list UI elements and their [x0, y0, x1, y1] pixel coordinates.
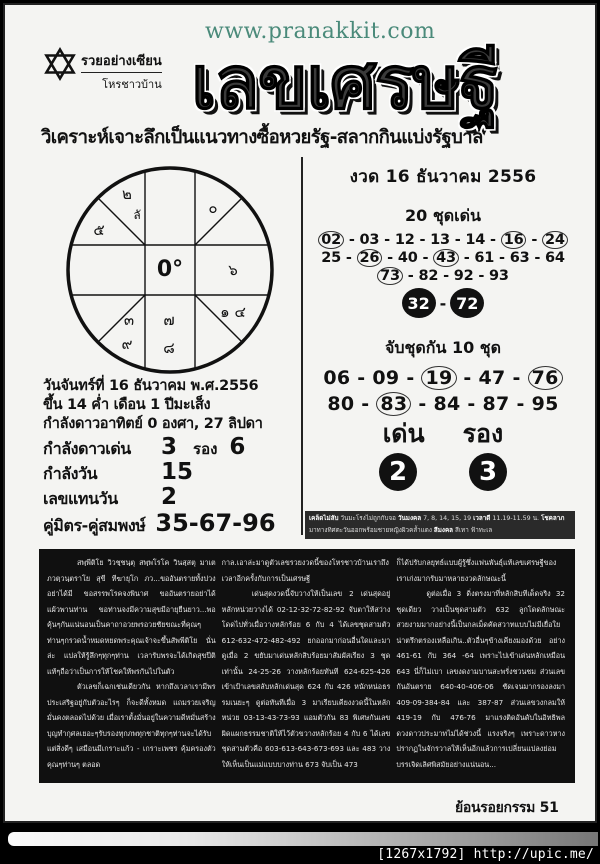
star-power-row	[43, 434, 301, 459]
dash-separator: -	[399, 367, 422, 389]
tip-label: วันมงคล	[397, 515, 422, 522]
number: 13	[430, 232, 450, 248]
dash-separator: -	[344, 232, 360, 248]
sets-title: 20 ชุดเด่น	[405, 206, 481, 225]
lead-labels	[309, 419, 577, 449]
article-paragraph: ดูต่อเมื่อ 3 ดิ่งตรงมาที่หลักสิบทีเด็ดจริง 32 ชุดเดียว วางเป็นชุดสามตัว 632 ลูกโดดลักษณะสวยงามมากอย่างนี้เป็นกลเม็ดคัดสวาทแบบไม่มีเยื่อใยน่าตรึกตรองเหลือเกิน..ตัวอื่นๆข้างเคียงมองด้วย อย่าง 461-61 กับ 364 -64 เพราะไปเข้าเด่นหลักเหมือน 643 นี่ก็ไม่เบา เลขงดงามบานสะพรั่งชวนชม ส่วนเลขกันอันตราย 640-40-406-06 ชัดเจนมากรองลงมา 409-09-384-84 และ 387-87 ส่วนเลขวงกลมให้ 419-19 กับ 476-76 มาแรงติดอันดับในอิทธิพลดวงดาวประมาทไม่ได้ช่วงนี้ แรงจริงๆ เพราะดาวหางปรากฏในจักรวาลให้เห็นอีกแล้วการเปลี่ยนแปลงย่อมบรรเจิดเลิศพิสมัยอย่างแน่นอน...	[396, 589, 566, 769]
dash-separator: -	[402, 268, 419, 284]
dash-separator: -	[341, 250, 357, 266]
circled-number: 19	[421, 366, 456, 390]
page-edge-shadow	[8, 832, 598, 846]
day-number-row	[43, 484, 301, 509]
tip-text: 7, 8, 14, 15, 19	[421, 515, 474, 522]
number-row	[309, 249, 577, 267]
number: 64	[545, 250, 565, 266]
dash-separator: -	[354, 393, 377, 415]
lead-label: เด่น	[382, 419, 425, 448]
tip-label: เวลาดี	[473, 515, 491, 522]
circled-number: 16	[501, 231, 527, 249]
chart-center-degree: 0°	[156, 257, 184, 282]
house-cell: ๐	[208, 199, 218, 217]
lucky-tips-box	[305, 511, 575, 539]
dash-separator: -	[526, 232, 542, 248]
second-number: 3	[469, 453, 507, 491]
number: 09	[372, 367, 400, 389]
dash-separator: -	[438, 268, 454, 284]
dash-separator: -	[439, 293, 447, 313]
house-cell: ๒	[122, 185, 132, 203]
circled-number: 43	[433, 249, 459, 267]
image-caption[interactable]: [1267x1792] http://upic.me/	[377, 847, 594, 862]
house-cell: ๕	[93, 221, 105, 239]
lead-number: 2	[379, 453, 417, 491]
dash-separator: -	[379, 232, 395, 248]
lunar-line: ขึ้น 14 ค่ำ เดือน 1 ปีมะเส็ง	[43, 397, 211, 413]
tip-text: สีเทา ฟ้าทะเล	[453, 527, 493, 534]
masthead-title: เลขเศรษฐี	[191, 40, 498, 126]
number: 47	[478, 367, 506, 389]
dash-separator: -	[509, 393, 532, 415]
circled-number: 02	[318, 231, 344, 249]
circled-number: 83	[376, 392, 411, 416]
dash-separator: -	[382, 250, 398, 266]
star-of-david-icon	[43, 47, 77, 81]
sets-number-list	[309, 231, 577, 285]
star-power-sub-label: รอง	[193, 440, 218, 458]
number: 92	[453, 268, 474, 284]
pairs-value: 35-67-96	[155, 509, 276, 537]
number: 87	[482, 393, 510, 415]
circled-number: 26	[357, 249, 383, 267]
dash-separator: -	[414, 232, 431, 248]
dash-separator: -	[505, 367, 528, 389]
pairs-title: จับชุดกัน 10 ชุด	[384, 338, 502, 357]
article-paragraph: ก็ได้ปรับกลยุทธ์แบบผู้รู้ซึ่งแฟนพันธุ์แท้เลขเศรษฐีของเราเก่งมากรับมาหลายงวดลักษณะนี้	[396, 558, 557, 583]
dash-separator: -	[473, 268, 490, 284]
sun-power-line: กำลังดาวอาทิตย์ 0 องศา, 27 ลิปดา	[43, 416, 263, 432]
dash-separator: -	[449, 232, 466, 248]
day-number-label: เลขแทนวัน	[43, 489, 118, 508]
house-cell: ๑ ๔	[220, 303, 246, 321]
website-url[interactable]: www.pranakkit.com	[205, 19, 436, 44]
lead-balls	[309, 453, 577, 491]
horoscope-chart	[65, 165, 275, 375]
highlight-pair	[309, 288, 577, 318]
dash-separator: -	[456, 367, 479, 389]
pairs-row	[43, 509, 301, 537]
brand-subtitle: โหรชาวบ้าน	[102, 78, 162, 91]
house-cell: ลั	[133, 208, 141, 222]
tip-text: มาทางทิศตะวันออกพร้อมชายหญิงผิวคล้ำแดง	[309, 527, 434, 534]
tip-label: โชคลาภ	[541, 515, 565, 522]
dash-separator: -	[529, 250, 545, 266]
article-column-1	[47, 555, 222, 783]
house-cell: ๙	[121, 335, 133, 353]
day-number-value: 2	[161, 484, 178, 510]
day-power-value: 15	[161, 459, 194, 485]
number: 40	[397, 250, 418, 266]
day-power-row	[43, 459, 301, 484]
second-label: รอง	[462, 419, 504, 448]
magazine-page	[3, 3, 597, 823]
predictions	[309, 163, 577, 491]
article-paragraph: สพฺพีติโย วิวชฺชนฺตุ สพฺพโรโค วินสฺสตุ มาเต ภวตฺวนฺตราโย สุขี ทีฆายุโก ภว...ขออันตรายทั้งปวงอย่าได้มี ขอสรรพโรคจงพินาศ ขออันตรายอย่าได้แผ้วพานท่าน ขอท่านจงมีความสุขมีอายุยืนยาว...พอคุ้นๆกันแน่นอนเป็นคาถาอวยพรอวยชัยขณะที่คุณๆท่านๆกรวดน้ำหมดหยดพระคุณเจ้าจะขึ้นสัพพีติโย นั่นล่ะ แปลให้รู้ลึกๆทุกๆท่าน เวลารับพรจะได้เกิดสุขปีติแท้ๆถือว่าเป็นการให้โชคให้พรกันไปในตัว	[47, 558, 216, 676]
pairs-label: คู่มิตร-คู่สมพงษ์	[43, 516, 146, 535]
tip-label: เคล็ดไม่ลับ	[309, 515, 339, 522]
number-row	[309, 365, 577, 391]
house-cell: ๘	[163, 339, 175, 357]
dash-separator: -	[494, 250, 510, 266]
date-line: วันจันทร์ที่ 16 ธันวาคม พ.ศ.2556	[43, 378, 259, 394]
number: 61	[474, 250, 495, 266]
article-column-3	[396, 555, 571, 783]
page-number-label: ย้อนรอยกรรม 51	[455, 800, 559, 816]
article-column-2	[222, 555, 397, 783]
dash-separator: -	[350, 367, 373, 389]
column-divider	[301, 157, 303, 535]
star-power-sub: 6	[229, 434, 246, 460]
article-body	[39, 549, 575, 783]
number-row	[309, 391, 577, 417]
number: 95	[531, 393, 559, 415]
star-power-main: 3	[161, 434, 178, 460]
house-cell: ๖	[228, 261, 238, 279]
number: 12	[394, 232, 415, 248]
highlight-ball: 32	[402, 288, 436, 318]
number-row	[309, 267, 577, 285]
number: 03	[359, 232, 380, 248]
number: 06	[323, 367, 351, 389]
column-brand	[43, 47, 162, 93]
number: 14	[465, 232, 486, 248]
brand-title: รวยอย่างเซียน	[81, 50, 162, 73]
number: 63	[509, 250, 530, 266]
dash-separator: -	[485, 232, 501, 248]
tip-text: วันมะโรงไม่ถูกกับจอ	[338, 515, 398, 522]
article-paragraph: เด่นสุดงวดนี้จับวางให้เป็นเลข 2 เด่นสุดอยู่หลักหน่วยวางได้ 02-12-32-72-82-92 จับตาให้สว่างโดดไปทั่วเมื่อวางหลักร้อย 6 กับ 4 ได้เลขชุดสามตัว 612-632-472-482-492 ยกออกมาก่อนอื่นใดและมาดูเมื่อ 2 ขยับมาเด่นหลักสิบร้อยมาสัมผัสเรียง 3 ชุดเท่านั้น 24-25-26 วางหลักร้อยทันที 624-625-426 เข้าเป้าเลขสลับหลักเด่นสุด 624 กับ 426 หนักหน่อธรรมเนยะๆ ดูต่อทันทีเมื่อ 3 มาเรียบเคียงงวดนี้ในหลักหน่วย 03-13-43-73-93 แอมตัวกัน 83 พิเศษกันเลขผิดแผกธรรมชาติให้ไว้ตัวขวางหลักร้อย 4 กับ 6 ได้เลขชุดสามตัวคือ 603-613-643-673-693 และ 483 วางให้เห็นเป็นแม่แบบบางท่าน 673 จับเป็น 473	[221, 589, 391, 769]
dash-separator: -	[417, 250, 434, 266]
dash-separator: -	[411, 393, 434, 415]
day-info	[43, 377, 301, 537]
number: 25	[321, 250, 341, 266]
star-power-label: กำลังดาวเด่น	[43, 439, 131, 458]
tip-label: สีมงคล	[433, 527, 454, 534]
tagline: วิเคราะห์เจาะลึกเป็นแนวทางซื้อหวยรัฐ-สลากกินแบ่งรัฐบาล	[41, 127, 483, 148]
circled-number: 76	[528, 366, 563, 390]
highlight-ball: 72	[450, 288, 484, 318]
article-paragraph: กาล.เอาล่ะมาดูตัวเลขรวยงวดนี้ของโหรชาวบ้านเราถึงเวลาอีกครั้งกับการเป็นเศรษฐี	[221, 558, 389, 583]
house-cell: ๗	[163, 311, 175, 329]
dash-separator: -	[458, 250, 475, 266]
number: 84	[433, 393, 461, 415]
number: 82	[418, 268, 439, 284]
number: 93	[489, 268, 509, 284]
number: 80	[327, 393, 355, 415]
article-paragraph: ตัวเลขก็เฉกเช่นเดียวกัน หากถึงเวลาเรามีพรประเสริฐอยู่กับตัวอะไรๆ ก็จะดีทั้งหมด แถมรวยเจริญมั่นคงตลอดไปด้วย เมื่อเราตั้งมั่นอยู่ในความดีหมั่นสร้างบุญทำกุศลเยอะๆรับรองทุกภพทุกชาติทุกๆท่านจะได้รับแต่สิ่งดีๆ เสมือนมีเกราะแก้ว - เกราะเพชร คุ้มครองตัวคุณๆท่านๆ ตลอด	[47, 682, 216, 769]
dash-separator: -	[460, 393, 483, 415]
day-power-label: กำลังวัน	[43, 464, 98, 483]
draw-title: งวด 16 ธันวาคม 2556	[349, 167, 537, 187]
pairs-number-list	[309, 365, 577, 417]
circled-number: 24	[542, 231, 568, 249]
circled-number: 73	[377, 267, 403, 285]
tip-text: 11.19-11.59 น.	[490, 515, 541, 522]
number-row	[309, 231, 577, 249]
house-cell: ๓	[123, 311, 135, 329]
